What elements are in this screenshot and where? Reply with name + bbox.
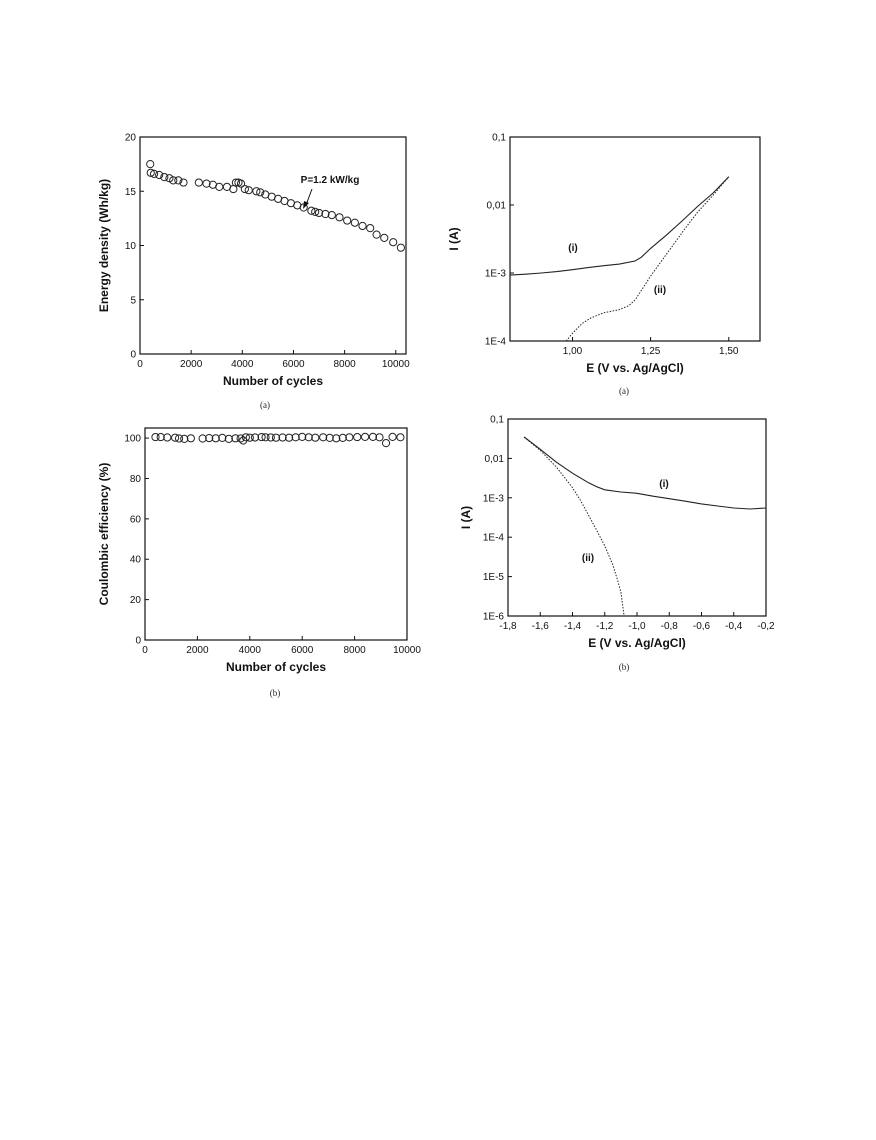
- y-tick-label: 20: [129, 595, 141, 607]
- data-point: [336, 214, 343, 221]
- x-tick-label: 8000: [333, 359, 356, 370]
- coulombic-efficiency-panel: [90, 420, 430, 690]
- coulombic-efficiency-chart: [90, 420, 430, 690]
- x-tick-label: -0,8: [660, 621, 678, 632]
- series-line: [566, 177, 729, 341]
- caption-anodic: (a): [619, 386, 629, 396]
- y-axis-label: I (A): [459, 505, 473, 530]
- x-tick-label: 1,25: [640, 346, 661, 357]
- x-tick-label: 10000: [381, 359, 410, 370]
- series-label-i: (i): [568, 243, 578, 254]
- plot-frame: [145, 428, 407, 640]
- x-tick-label: 10000: [393, 645, 421, 656]
- y-tick-label: 1E-4: [484, 336, 506, 348]
- caption-energy: (a): [260, 400, 270, 410]
- plot-frame: [508, 419, 766, 616]
- y-tick-label: 0,1: [490, 414, 504, 426]
- x-tick-label: -1,2: [596, 621, 614, 632]
- y-axis-label: I (A): [447, 227, 461, 251]
- x-axis-label: E (V vs. Ag/AgCl): [586, 361, 684, 375]
- y-tick-label: 1E-6: [482, 611, 504, 623]
- y-tick-label: 1E-4: [482, 532, 504, 544]
- energy-density-chart: [90, 125, 420, 390]
- x-tick-label: 1,00: [562, 346, 583, 357]
- series-line: [510, 177, 729, 275]
- x-tick-label: 6000: [282, 359, 305, 370]
- y-tick-label: 1E-3: [484, 268, 506, 280]
- y-tick-label: 1E-5: [482, 572, 504, 584]
- data-point: [195, 179, 202, 186]
- data-point: [389, 433, 396, 440]
- y-axis-label: Coulombic efficiency (%): [97, 462, 111, 606]
- cathodic-polarization-chart: [440, 410, 800, 665]
- plot-frame: [140, 137, 406, 354]
- y-tick-label: 0,01: [486, 200, 506, 212]
- series-label-i: (i): [659, 479, 669, 490]
- anodic-polarization-panel: [440, 125, 780, 390]
- caption-coulombic: (b): [269, 688, 281, 698]
- x-tick-label: 4000: [231, 359, 254, 370]
- anodic-polarization-chart: [440, 125, 780, 390]
- x-tick-label: -0,2: [757, 621, 775, 632]
- x-tick-label: -1,4: [563, 621, 582, 632]
- data-point: [367, 225, 374, 232]
- data-point: [361, 433, 368, 440]
- y-tick-label: 5: [130, 295, 136, 307]
- y-axis-label: Energy density (Wh/kg): [97, 178, 111, 313]
- y-tick-label: 60: [129, 514, 141, 526]
- y-tick-label: 20: [124, 132, 136, 144]
- y-tick-label: 0: [135, 635, 141, 647]
- x-axis-label: Number of cycles: [225, 660, 327, 674]
- data-point: [397, 244, 404, 251]
- data-point: [381, 234, 388, 241]
- y-tick-label: 10: [124, 241, 136, 252]
- energy-density-panel: [90, 125, 420, 390]
- x-tick-label: -0,6: [692, 621, 711, 632]
- data-point: [397, 434, 404, 441]
- y-tick-label: 40: [129, 554, 141, 566]
- series-label-ii: (ii): [653, 285, 667, 296]
- data-point: [390, 239, 397, 246]
- data-point: [359, 222, 366, 229]
- x-tick-label: 8000: [343, 645, 366, 656]
- x-axis-label: E (V vs. Ag/AgCl): [588, 636, 686, 650]
- x-tick-label: -1,8: [499, 621, 517, 632]
- plot-frame: [510, 137, 760, 341]
- x-tick-label: 6000: [291, 645, 314, 656]
- x-tick-label: 1,50: [719, 346, 739, 357]
- x-tick-label: 2000: [180, 359, 203, 370]
- series-line: [524, 437, 624, 616]
- annotation-label: P=1.2 kW/kg: [300, 175, 360, 186]
- data-point: [351, 219, 358, 226]
- data-point: [147, 161, 154, 168]
- x-tick-label: 0: [137, 359, 143, 370]
- y-tick-label: 0: [130, 349, 136, 361]
- annotation-arrowhead: [303, 201, 309, 209]
- x-tick-label: 4000: [238, 645, 261, 656]
- data-point: [344, 217, 351, 224]
- cathodic-polarization-panel: [440, 410, 800, 665]
- x-axis-label: Number of cycles: [222, 374, 324, 388]
- y-tick-label: 80: [129, 473, 141, 485]
- data-point: [216, 183, 223, 190]
- data-point: [373, 231, 380, 238]
- x-tick-label: 2000: [186, 645, 209, 656]
- x-tick-label: -1,6: [531, 621, 549, 632]
- y-tick-label: 100: [124, 433, 141, 445]
- x-tick-label: 0: [142, 645, 148, 656]
- y-tick-label: 0,01: [484, 453, 504, 465]
- y-tick-label: 1E-3: [482, 493, 504, 505]
- series-label-ii: (ii): [581, 553, 595, 564]
- x-tick-label: -1,0: [628, 621, 646, 632]
- data-point: [382, 440, 389, 447]
- data-point: [354, 433, 361, 440]
- x-tick-label: -0,4: [725, 621, 743, 632]
- y-tick-label: 15: [124, 186, 136, 198]
- y-tick-label: 0,1: [492, 132, 506, 144]
- caption-cathodic: (b): [618, 662, 630, 672]
